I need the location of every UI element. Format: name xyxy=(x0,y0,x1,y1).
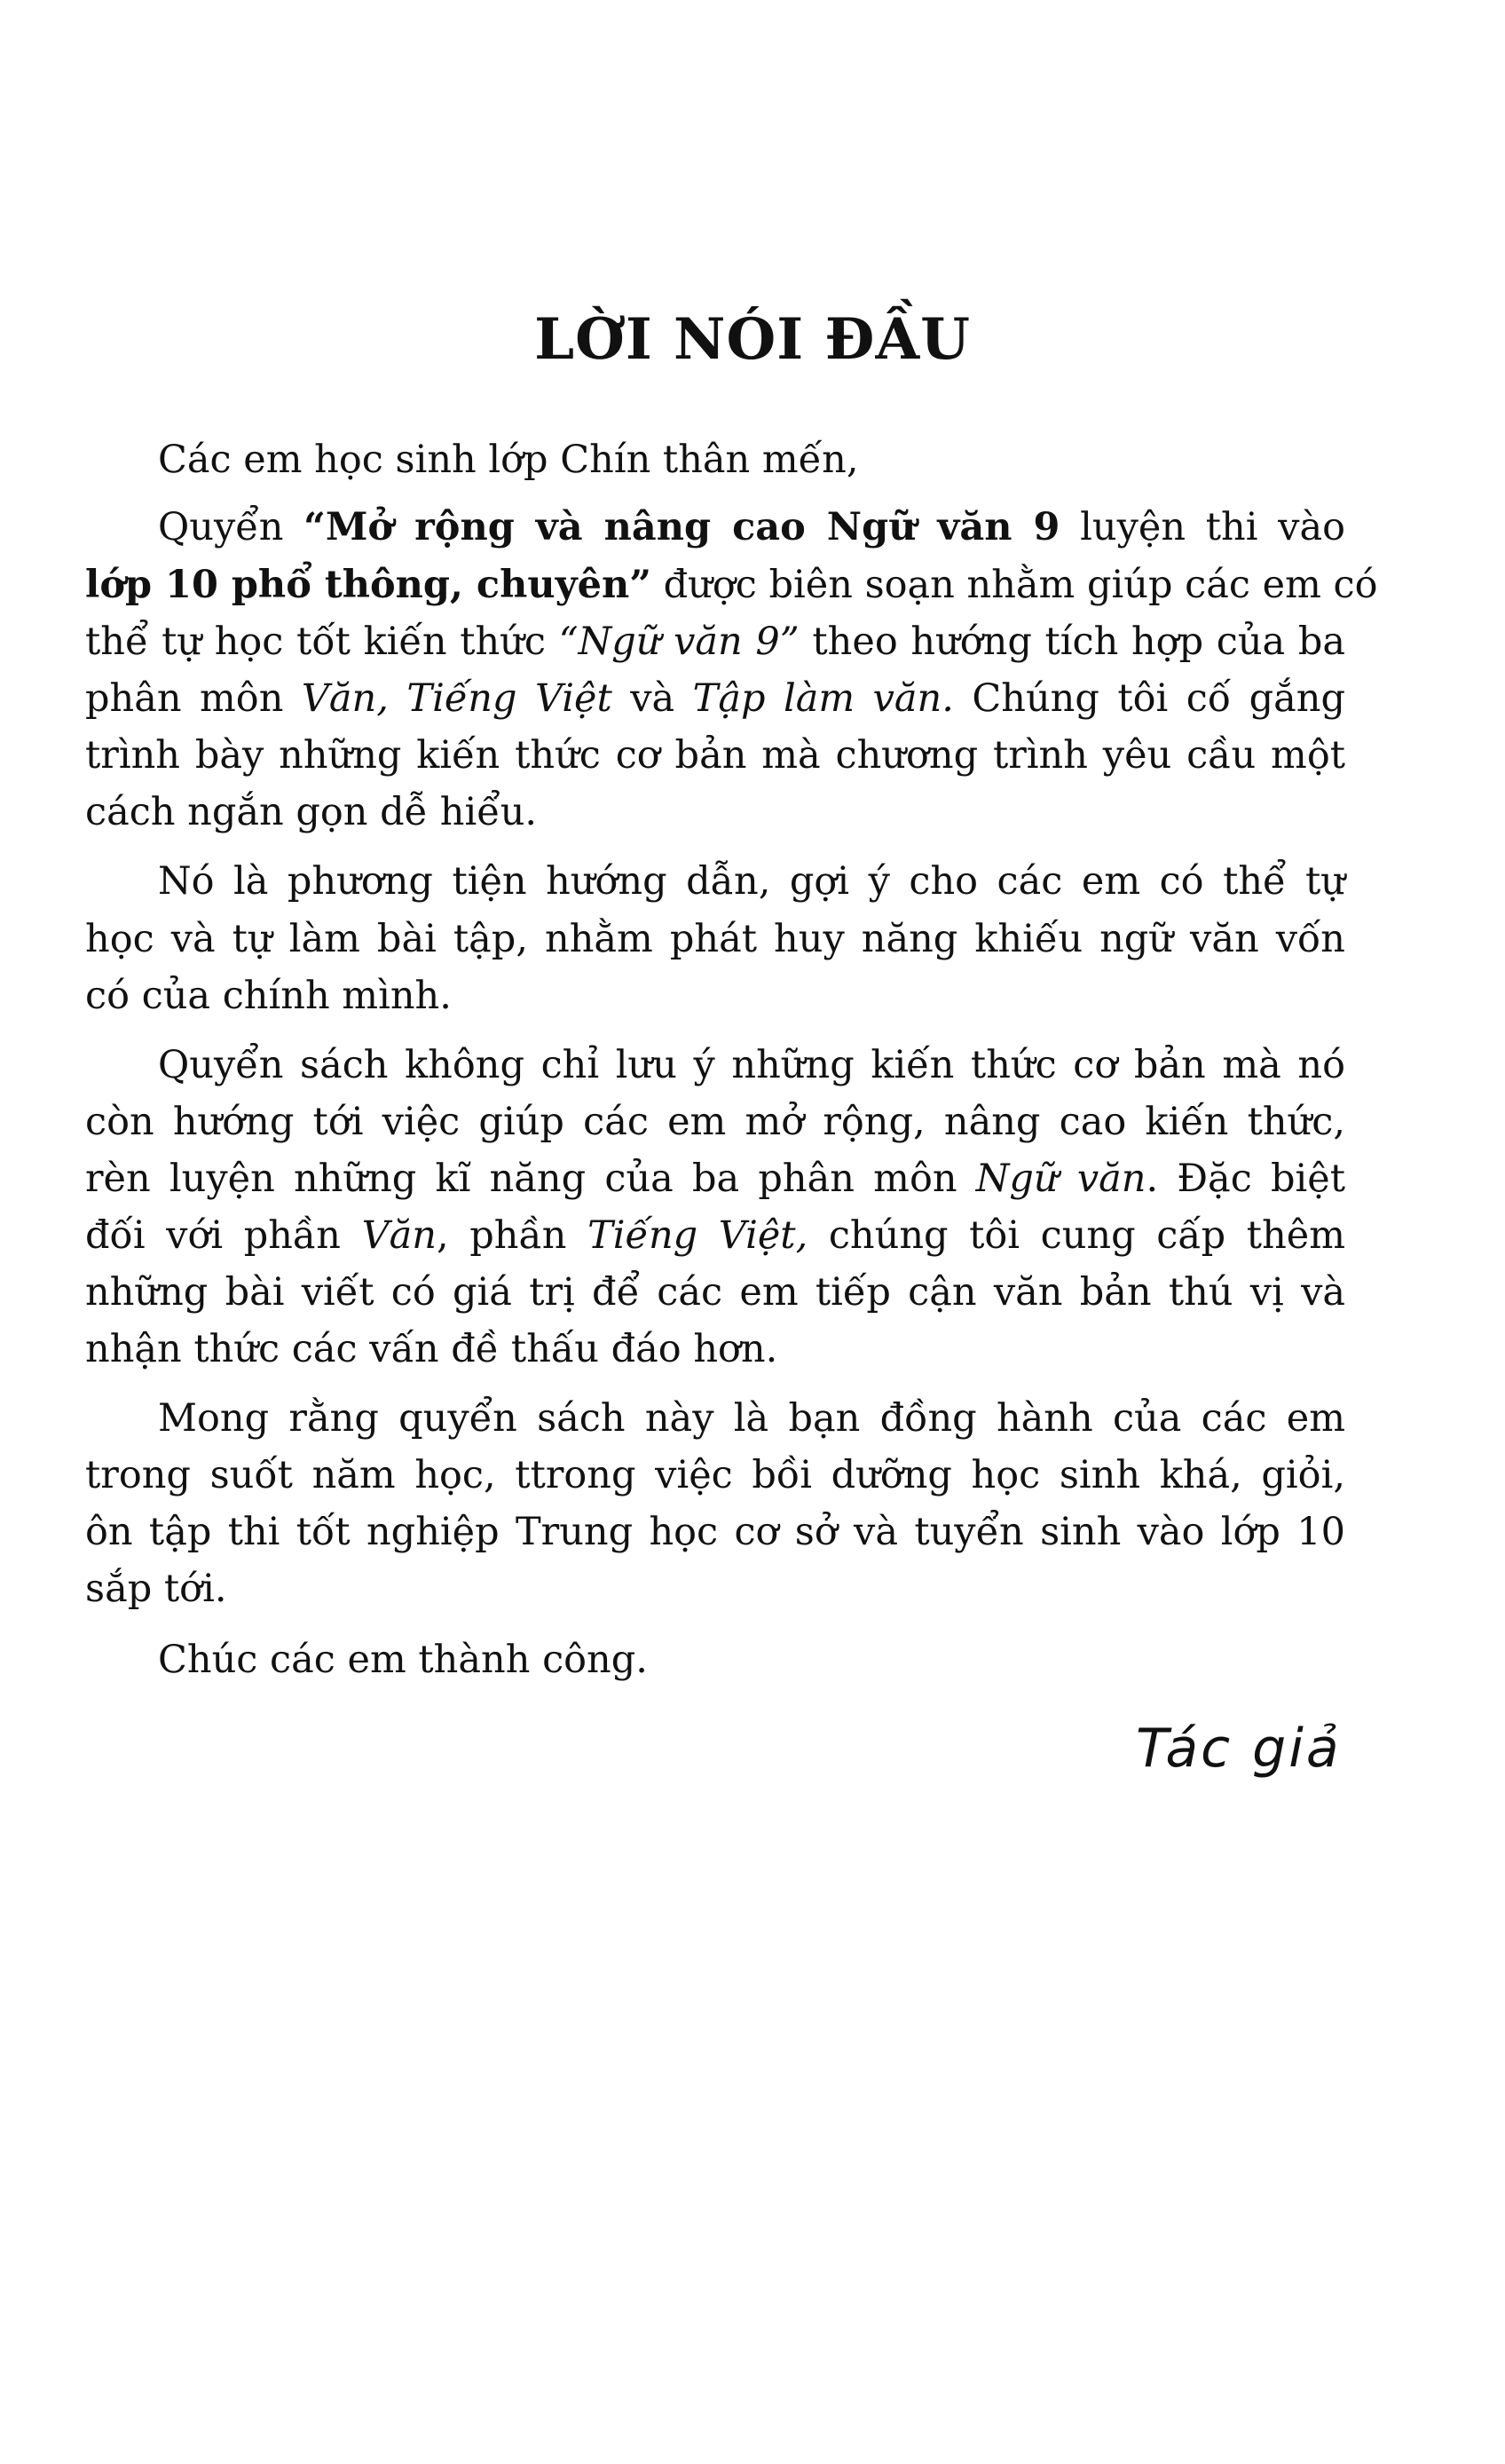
paragraph-3-line-1: Quyển sách không chỉ lưu ý những kiến thức cơ bản mà nó xyxy=(158,1043,1345,1087)
text-run: Quyển xyxy=(158,505,304,549)
paragraph-3-line-2: còn hướng tới việc giúp các em mở rộng, nâng cao kiến thức, xyxy=(85,1100,1345,1144)
paragraph-4-line-1: Mong rằng quyển sách này là bạn đồng hành của các em xyxy=(158,1396,1345,1441)
text-run: đối với phần xyxy=(85,1213,362,1258)
italic-run: Ngữ văn xyxy=(975,1157,1146,1201)
paragraph-3-line-4 xyxy=(85,1213,1345,1258)
paragraph-2-line-3: có của chính mình. xyxy=(85,974,452,1018)
paragraph-1-line-4 xyxy=(85,676,1345,721)
text-run: phân môn xyxy=(85,676,302,721)
author-signature: Tác giả xyxy=(1136,1718,1342,1780)
paragraph-1-line-6: cách ngắn gọn dễ hiểu. xyxy=(85,790,538,834)
text-run: Chúng tôi cố gắng xyxy=(953,676,1345,721)
paragraph-4-line-4: sắp tới. xyxy=(85,1567,227,1611)
book-title-bold: “Mở rộng và nâng cao Ngữ văn 9 xyxy=(303,505,1060,549)
text-run: thể tự học tốt kiến thức xyxy=(85,620,559,664)
paragraph-3-line-5: những bài viết có giá trị để các em tiếp cận văn bản thú vị và xyxy=(85,1270,1345,1315)
paragraph-1-line-3 xyxy=(85,620,1345,664)
italic-run: Văn xyxy=(361,1213,437,1258)
paragraph-4-line-3: ôn tập thi tốt nghiệp Trung học cơ sở và tuyển sinh vào lớp 10 xyxy=(85,1510,1345,1554)
italic-run: Văn, Tiếng Việt xyxy=(301,676,612,721)
paragraph-1-line-2 xyxy=(85,563,1378,607)
paragraph-2-line-1: Nó là phương tiện hướng dẫn, gợi ý cho các em có thể tự xyxy=(158,859,1345,904)
text-run: , phần xyxy=(436,1213,588,1258)
paragraph-3-line-3 xyxy=(85,1157,1346,1201)
greeting-line: Các em học sinh lớp Chín thân mến, xyxy=(158,438,859,482)
text-run: luyện thi vào xyxy=(1060,505,1345,549)
book-title-bold: lớp 10 phổ thông, chuyên” xyxy=(85,563,651,607)
text-run: . Đặc biệt xyxy=(1146,1157,1346,1201)
italic-run: Tiếng Việt, xyxy=(587,1213,808,1258)
paragraph-3-line-6: nhận thức các vấn đề thấu đáo hơn. xyxy=(85,1327,778,1371)
text-run: được biên soạn nhằm giúp các em có xyxy=(650,563,1378,607)
paragraph-4-line-2: trong suốt năm học, ttrong việc bồi dưỡng học sinh khá, giỏi, xyxy=(85,1453,1345,1497)
text-run: và xyxy=(611,676,693,721)
closing-line: Chúc các em thành công. xyxy=(158,1638,648,1682)
paragraph-1-line-5: trình bày những kiến thức cơ bản mà chương trình yêu cầu một xyxy=(85,733,1345,778)
page-title: LỜI NÓI ĐẦU xyxy=(534,306,971,373)
italic-run: “Ngữ văn 9” xyxy=(558,620,800,664)
paragraph-1-line-1 xyxy=(158,505,1345,549)
paragraph-2-line-2: học và tự làm bài tập, nhằm phát huy năng khiếu ngữ văn vốn xyxy=(85,917,1345,961)
text-run: rèn luyện những kĩ năng của ba phân môn xyxy=(85,1157,976,1201)
text-run: chúng tôi cung cấp thêm xyxy=(808,1213,1345,1258)
italic-run: Tập làm văn. xyxy=(692,676,954,721)
text-run: theo hướng tích hợp của ba xyxy=(799,620,1345,664)
